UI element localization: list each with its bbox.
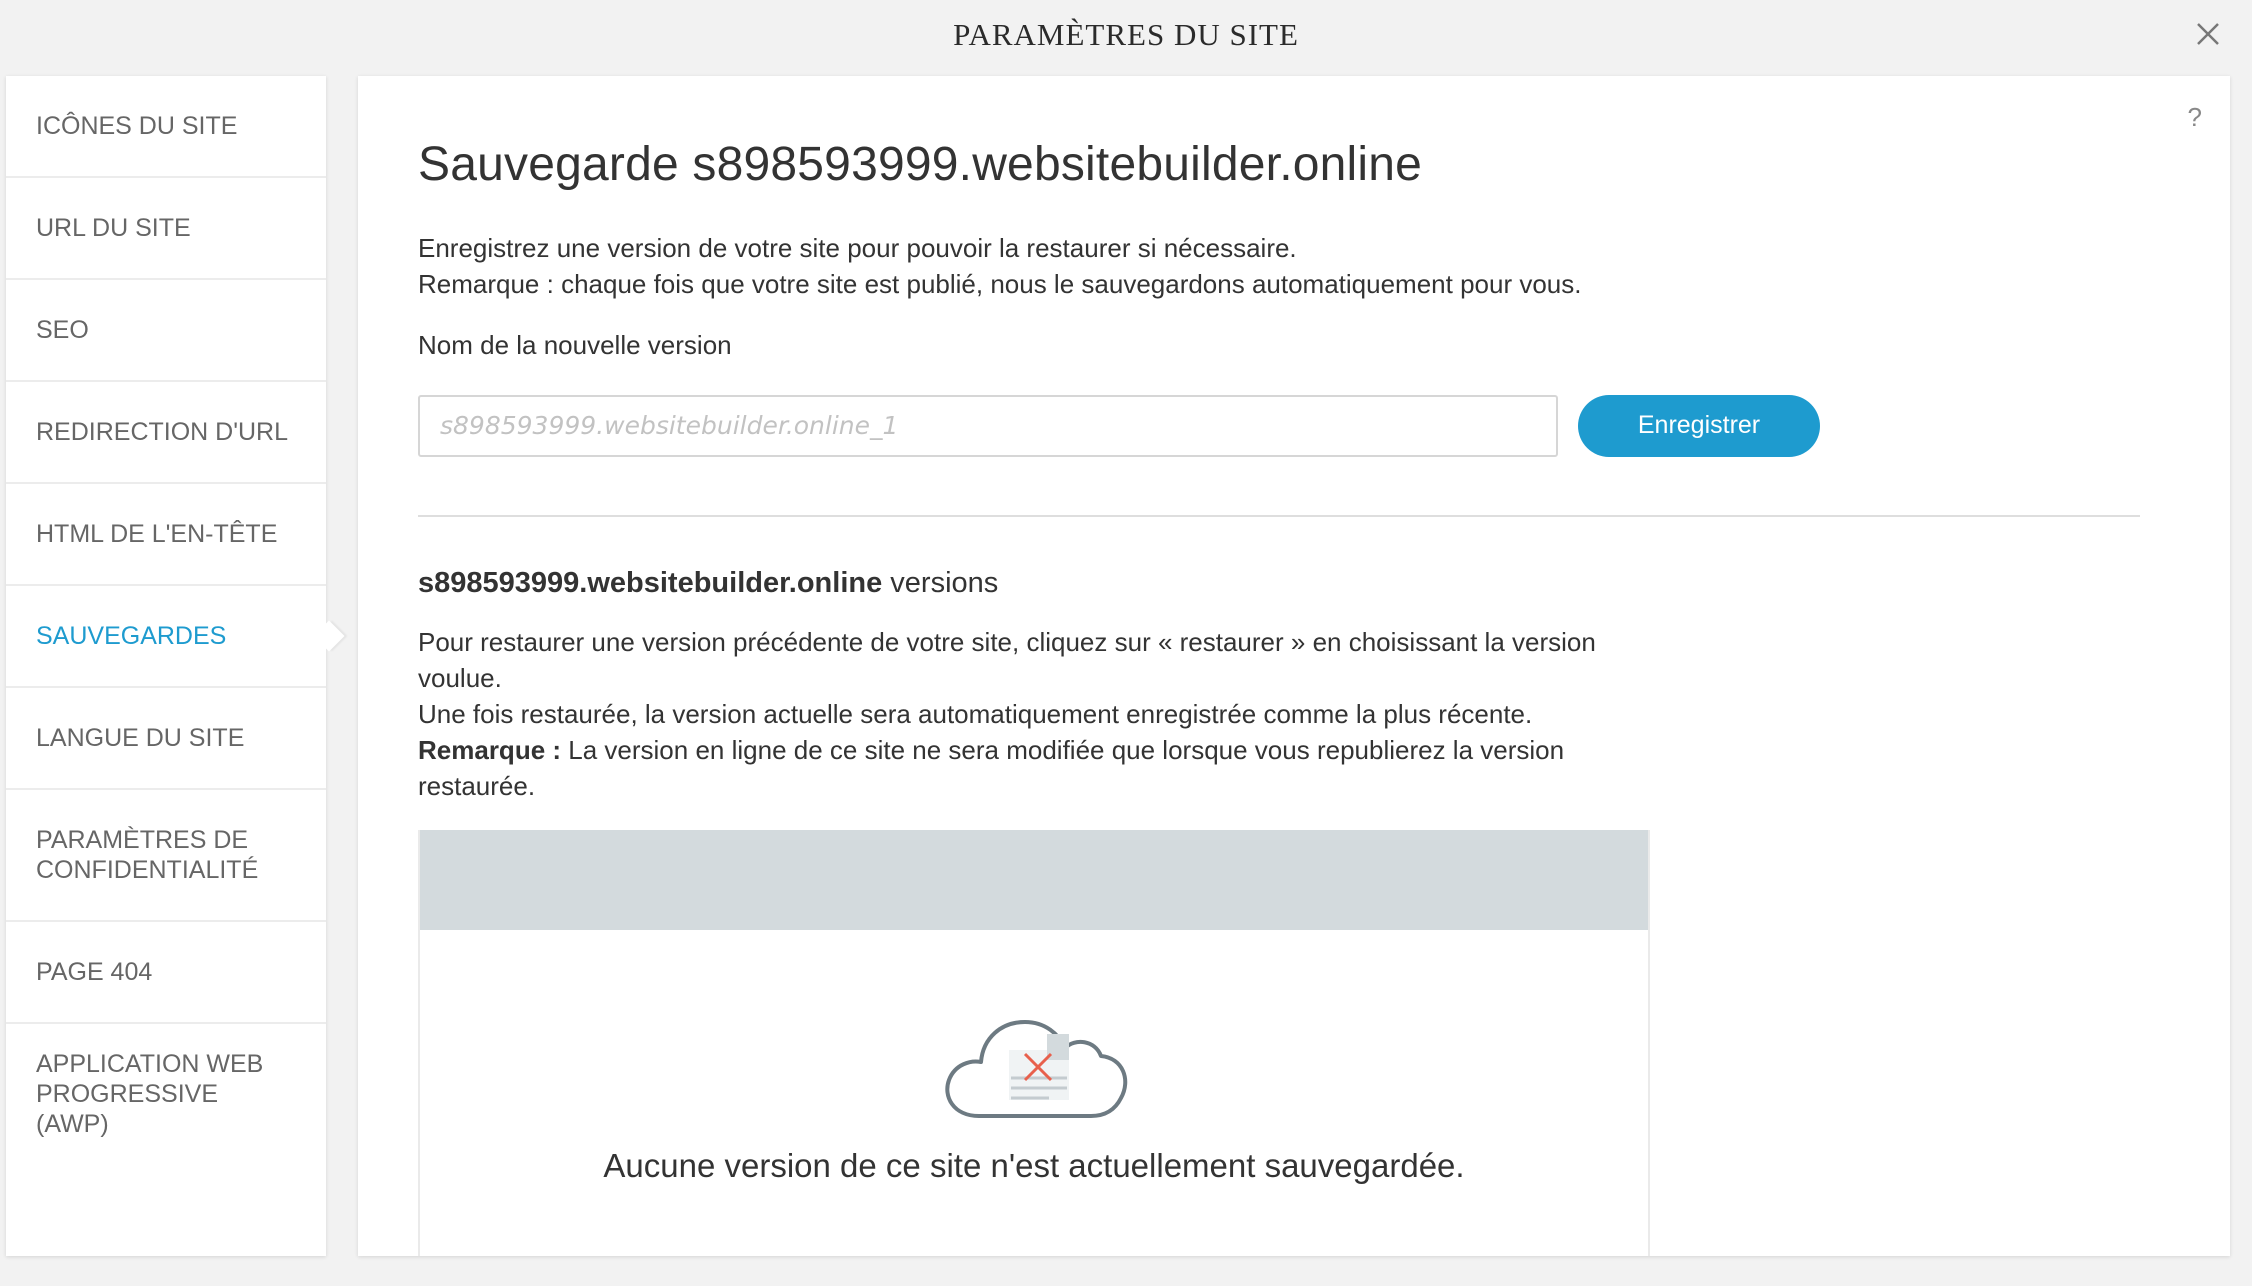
remark-label: Remarque : [418,734,562,765]
empty-state-text: Aucune version de ce site n'est actuellement sauvegardée. [603,1146,1465,1184]
new-version-input[interactable] [418,395,1558,457]
sidebar-item-label: PAGE 404 [36,958,153,986]
page-title: Sauvegarde s898593999.websitebuilder.online [418,138,1423,191]
close-icon[interactable] [2188,14,2228,54]
sidebar-item-label: SEO [36,316,89,344]
sidebar-item-seo[interactable] [6,280,326,382]
backup-description [418,230,2158,302]
versions-title-site: s898593999.websitebuilder.online [418,566,883,599]
description-line: Remarque : chaque fois que votre site est publié, nous le sauvegardons automatiquement pour vous. [418,268,1582,299]
sidebar-item-backups[interactable] [6,586,326,688]
sidebar-item-label: SAUVEGARDES [36,622,227,650]
remark [418,732,1658,804]
versions-title [418,567,2158,600]
sidebar-item-label: LANGUE DU SITE [36,724,245,752]
sidebar-item-label: HTML DE L'EN-TÊTE [36,520,278,548]
sidebar-item-site-icons[interactable] [6,76,326,178]
sidebar-item-site-language[interactable] [6,688,326,790]
sidebar-item-url-redirect[interactable] [6,382,326,484]
section-divider [418,515,2140,517]
sidebar-item-site-url[interactable] [6,178,326,280]
dialog-title: PARAMÈTRES DU SITE [953,17,1299,52]
versions-list-header [420,830,1648,930]
sidebar-item-privacy-settings[interactable] [6,790,326,922]
sidebar-item-label: APPLICATION WEB PROGRESSIVE (AWP) [36,1050,264,1138]
versions-list [418,830,1650,1256]
empty-state [420,930,1648,1185]
dialog-header [0,0,2252,70]
versions-title-suffix: versions [882,566,999,599]
versions-description [418,624,1658,804]
new-version-label: Nom de la nouvelle version [418,329,732,360]
sidebar-item-label: ICÔNES DU SITE [36,112,238,140]
save-button[interactable]: Enregistrer [1578,395,1820,457]
sidebar-item-page-404[interactable] [6,922,326,1024]
remark-text: La version en ligne de ce site ne sera modifiée que lorsque vous republierez la version restaurée. [418,734,1565,801]
restore-text: Pour restaurer une version précédente de votre site, cliquez sur « restaurer » en choisissant la version voulue. [418,626,1596,693]
sidebar-item-pwa[interactable] [6,1024,326,1164]
description-line: Enregistrez une version de votre site pour pouvoir la restaurer si nécessaire. [418,232,1297,263]
sidebar-item-label: REDIRECTION D'URL [36,418,289,446]
save-version-row [418,395,2158,457]
help-button[interactable]: ? [2187,102,2202,132]
sidebar-item-header-html[interactable] [6,484,326,586]
backup-panel [358,76,2230,1256]
backup-content [418,136,2158,1256]
restore-note: Une fois restaurée, la version actuelle sera automatiquement enregistrée comme la plus récente. [418,698,1533,729]
settings-sidebar [6,76,326,1256]
sidebar-item-label: URL DU SITE [36,214,191,242]
sidebar-item-label: PARAMÈTRES DE CONFIDENTIALITÉ [36,826,259,884]
cloud-error-icon [939,1115,1129,1132]
